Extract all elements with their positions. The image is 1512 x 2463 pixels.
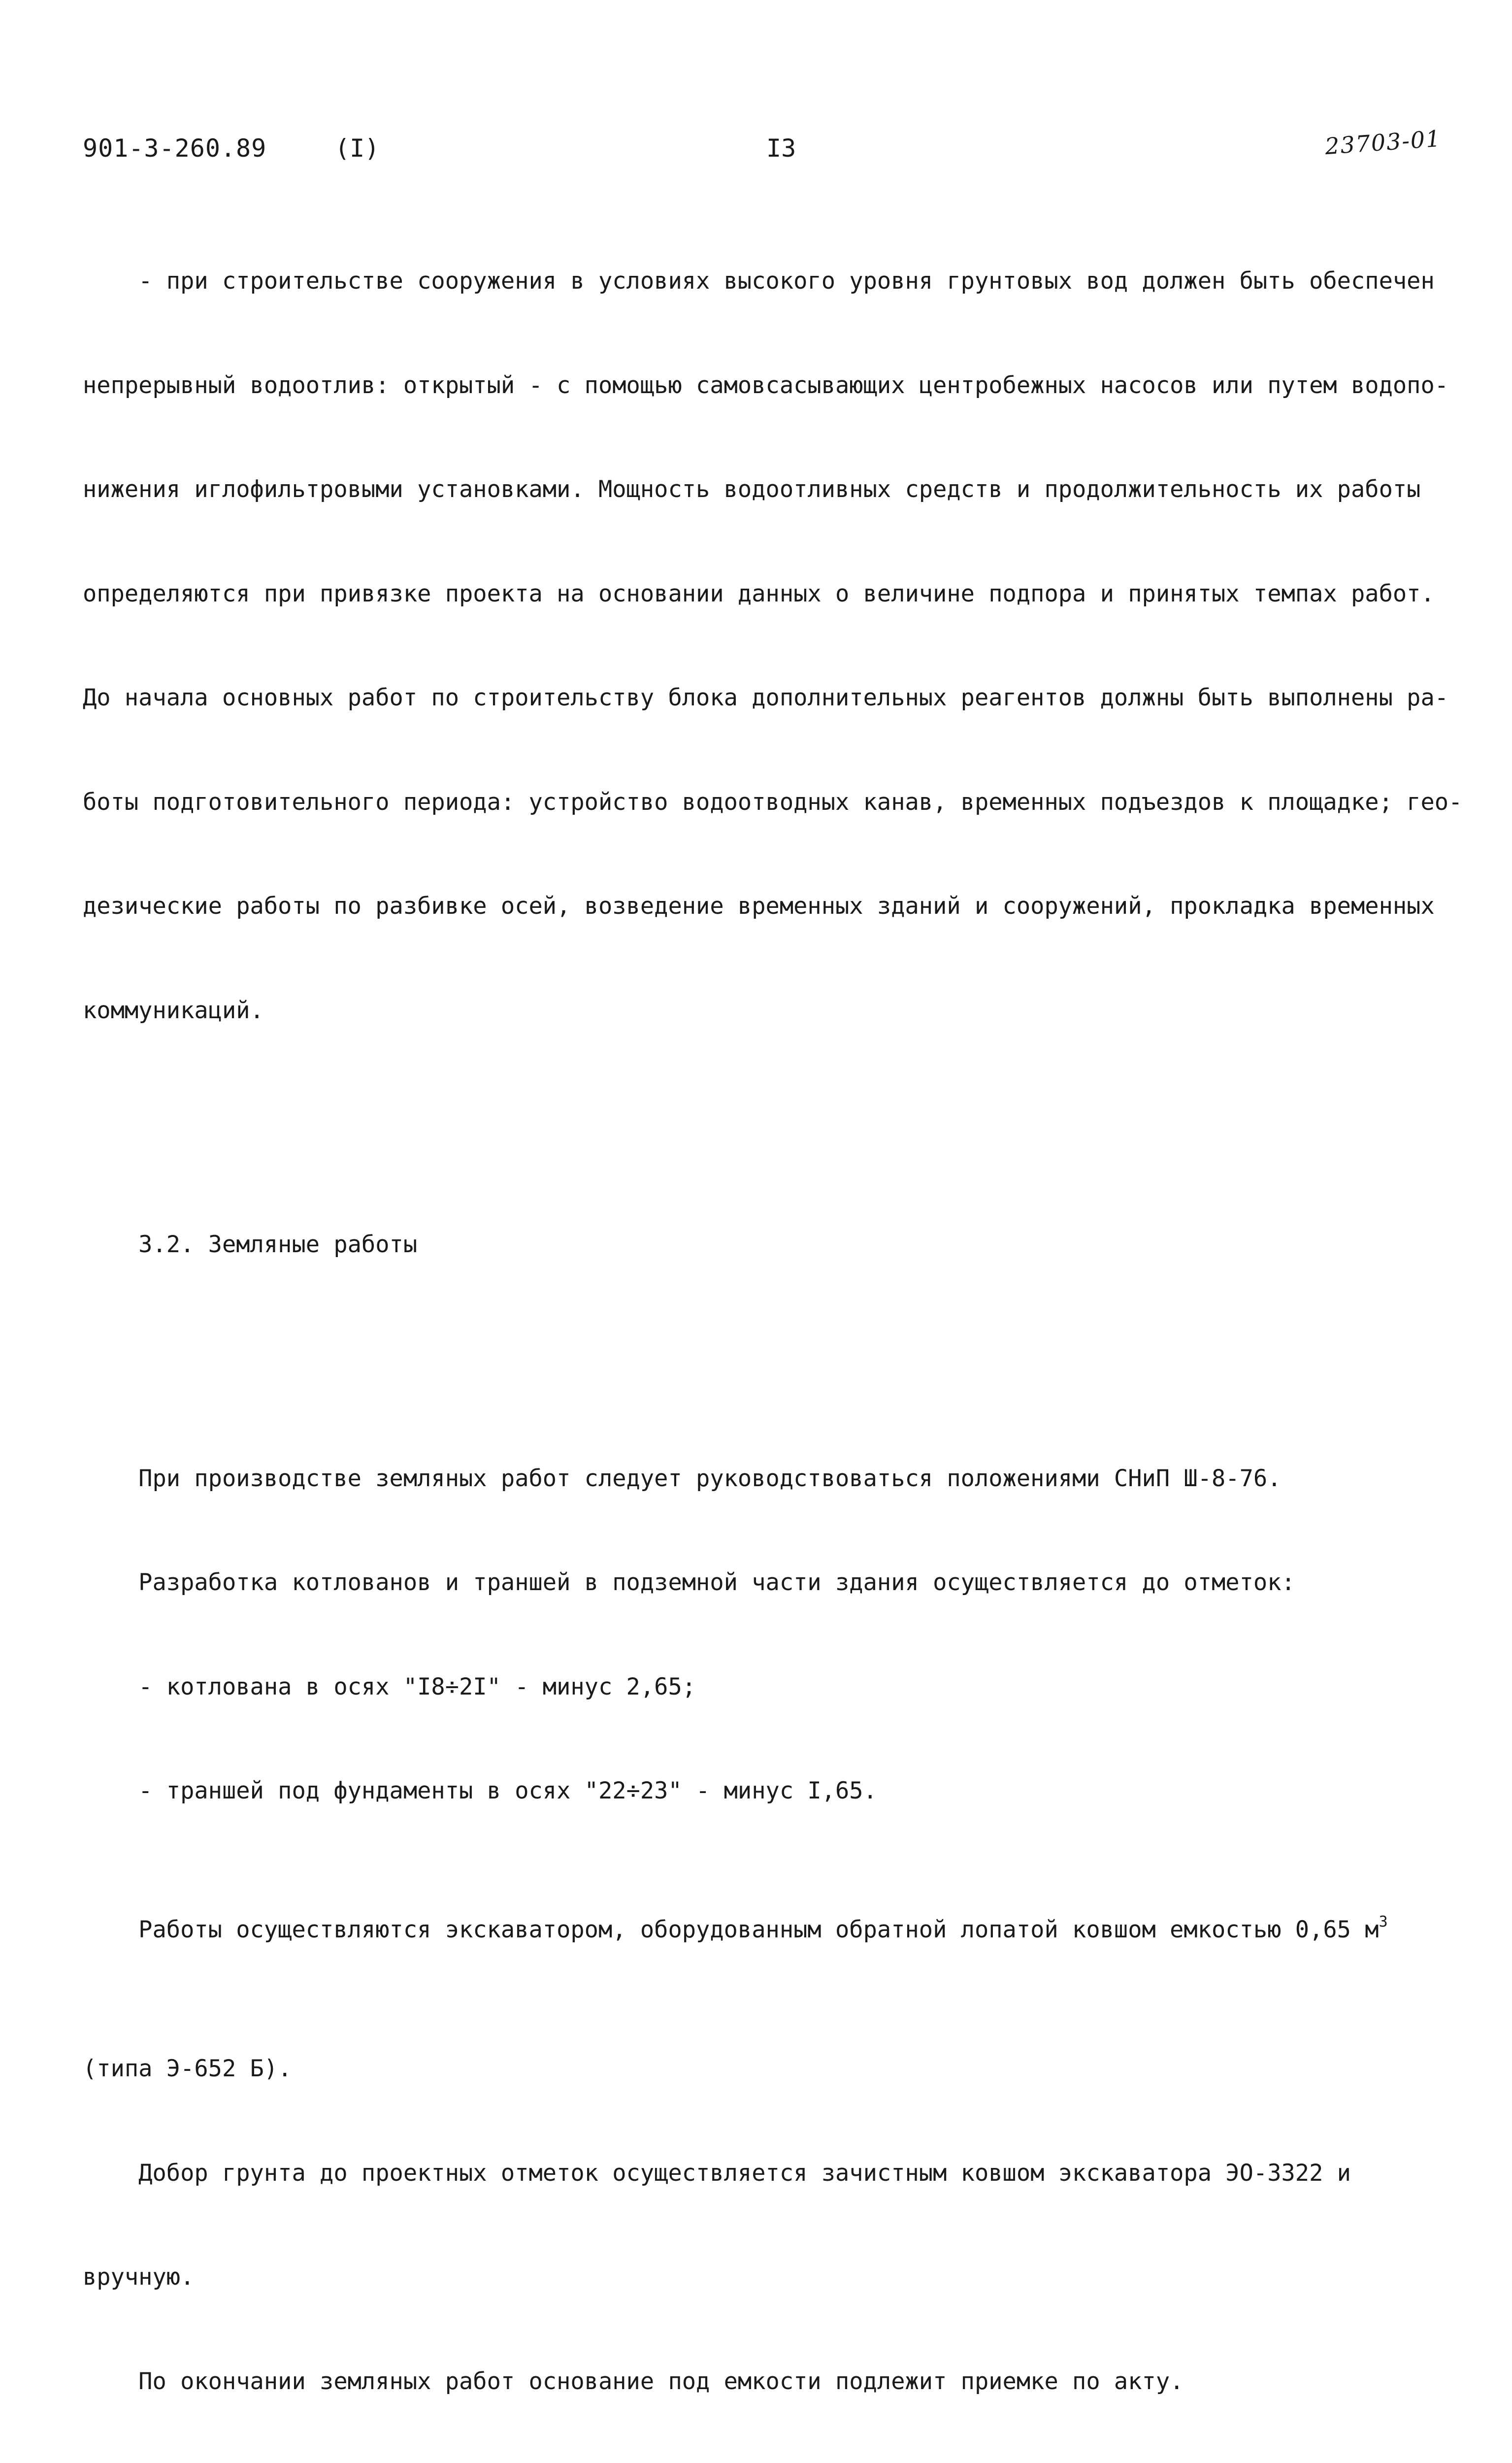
text-line: По окончании земляных работ основание под емкости подлежит приемке по акту. [83, 2367, 1184, 2395]
handwritten-note: 23703-01 [1324, 125, 1443, 160]
text-line: боты подготовительного периода: устройство водоотводных канав, временных подъездов к площадке; гео- [83, 788, 1463, 816]
text-line: При производстве земляных работ следует руководствоваться положениями СНиП Ш-8-76. [83, 1464, 1282, 1492]
text-line: - траншей под фундаменты в осях "22÷23" - минус I,65. [83, 1777, 877, 1804]
page-number: I3 [766, 134, 796, 163]
cubic-superscript: 3 [1379, 1913, 1388, 1930]
section-heading: 3.2. Земляные работы [83, 1231, 418, 1258]
text-line: Разработка котлованов и траншей в подземной части здания осуществляется до отметок: [83, 1569, 1295, 1596]
text-line: дезические работы по разбивке осей, возведение временных зданий и сооружений, прокладка временных [83, 893, 1435, 920]
excavator-text: Работы осуществляются экскаватором, оборудованным обратной лопатой ковшом емкостью 0,65 м [83, 1916, 1379, 1943]
text-line: определяются при привязке проекта на основании данных о величине подпора и принятых темпах работ. [83, 580, 1435, 607]
text-line: вручную. [83, 2263, 195, 2291]
text-line: - котлована в осях "I8÷2I" - минус 2,65; [83, 1673, 696, 1700]
excavator-line [83, 1913, 1457, 1948]
text-line: нижения иглофильтровыми установками. Мощность водоотливных средств и продолжительность их работы [83, 476, 1421, 503]
sheet-number: (I) [335, 134, 380, 163]
text-line: коммуникаций. [83, 997, 264, 1024]
text-line: До начала основных работ по строительству блока дополнительных реагентов должны быть выполнены ра- [83, 684, 1449, 711]
document-code: 901-3-260.89 [83, 134, 267, 163]
text-line: - при строительстве сооружения в условиях высокого уровня грунтовых вод должен быть обеспечен [83, 267, 1435, 295]
text-line: (типа Э-652 Б). [83, 2055, 292, 2082]
text-line: непрерывный водоотлив: открытый - с помощью самовсасывающих центробежных насосов или путем водопо- [83, 371, 1449, 399]
paragraph-gap [83, 1132, 1457, 1158]
paragraph-gap [83, 1331, 1457, 1357]
text-line: Добор грунта до проектных отметок осуществляется зачистным ковшом экскаватора ЭО-3322 и [83, 2159, 1351, 2187]
document-body [83, 195, 1463, 2463]
